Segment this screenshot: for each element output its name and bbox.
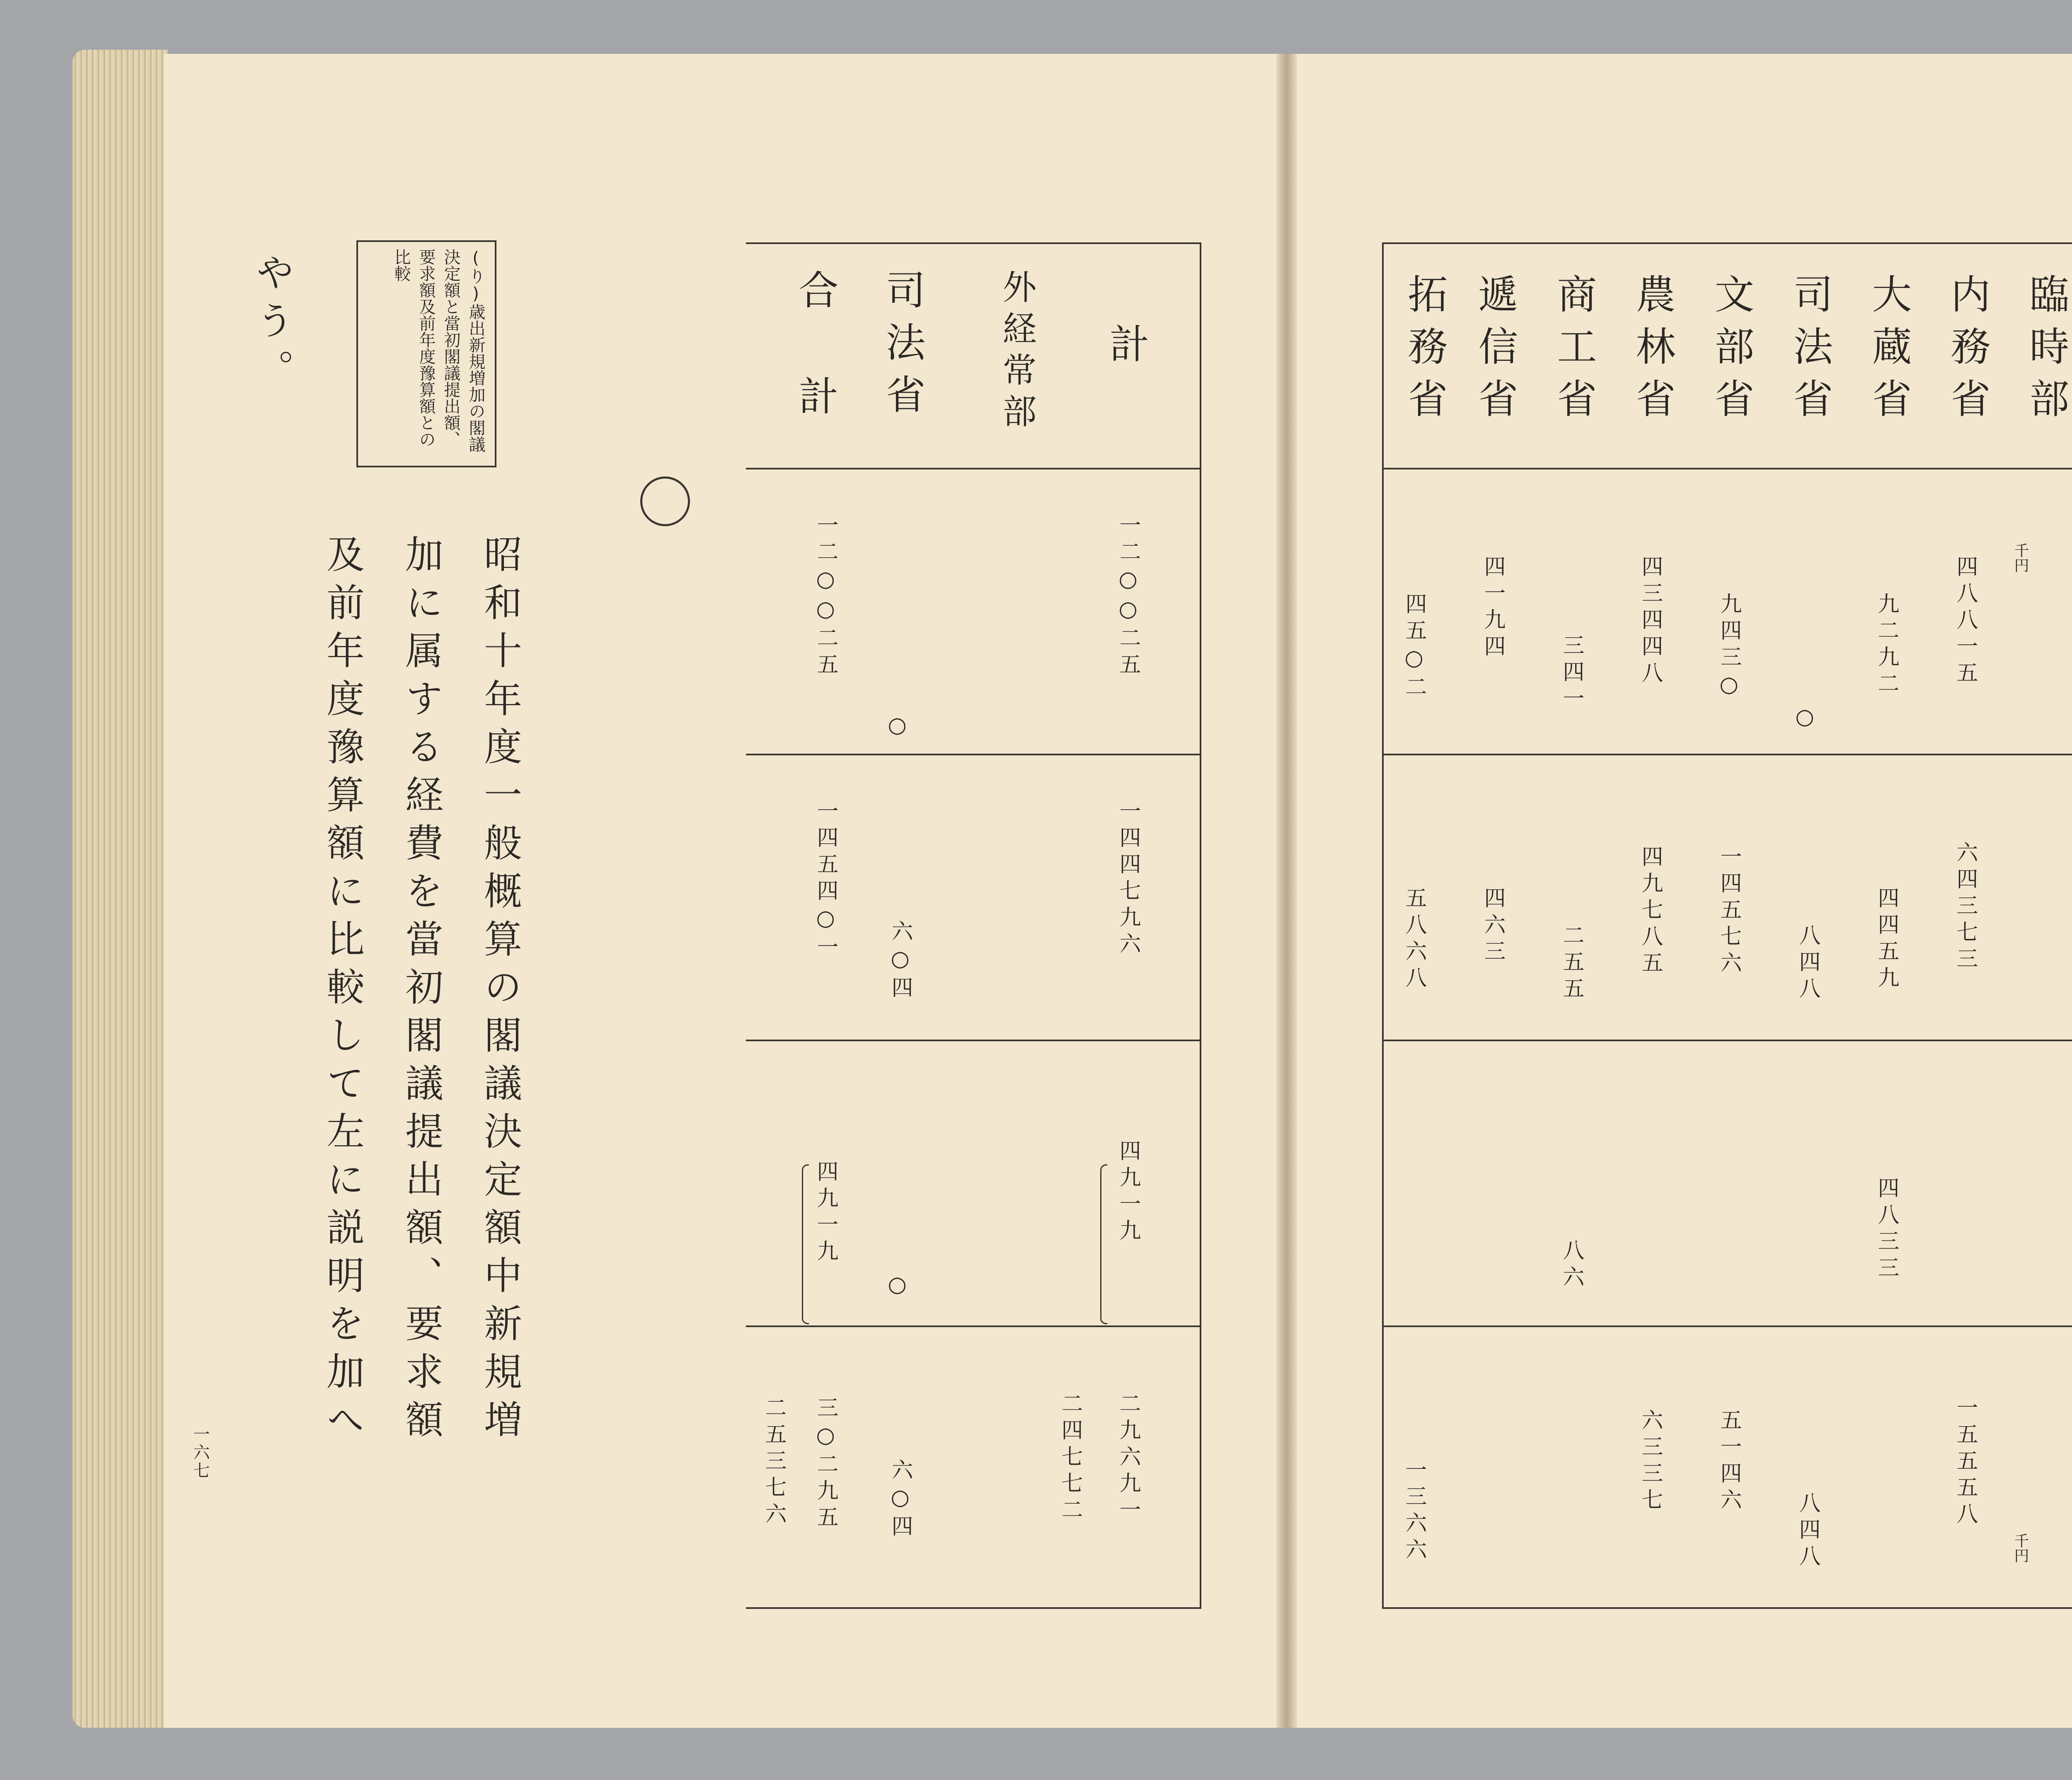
value-justice-ord-v4: 六○四: [888, 1458, 913, 1541]
row-label-special: 臨時部: [2023, 273, 2070, 430]
value-agriculture-v2: 四九七八五: [1638, 845, 1663, 978]
unit-label-v4: 千円: [2012, 1533, 2029, 1563]
left-row-divider-2: [746, 1040, 1200, 1041]
body-text-line-2: 加に属する経費を當初閣議提出額、要求額: [399, 534, 443, 1448]
header-divider: [1384, 468, 2072, 469]
page-number-left: 一六七: [191, 1425, 210, 1480]
value-agriculture-v1: 四三四四八: [1638, 555, 1663, 688]
body-text-line-3: 及前年度豫算額に比較して左に説明を加へ: [320, 534, 365, 1448]
value-subtotal-v2: 一四四七九六: [1116, 800, 1140, 959]
value-colonial-v2: 五八六八: [1402, 887, 1426, 993]
value-justice-v1: ○: [1792, 704, 1817, 734]
row-divider-1: [1384, 754, 2072, 755]
value-total-v3: 四九一九: [813, 1160, 838, 1266]
show-through-left: [601, 373, 666, 443]
value-commerce-v2: 二五五: [1559, 924, 1584, 1004]
value-justice-v4: 八四八: [1795, 1492, 1820, 1571]
row-label-colonial: 拓務省: [1402, 273, 1448, 430]
section-note-box: [356, 240, 496, 467]
value-agriculture-v4: 六三三七: [1638, 1409, 1663, 1515]
value-education-v2: 一四五七六: [1716, 845, 1741, 978]
circle-marker: [640, 476, 690, 526]
row-label-grand-total: 合計: [792, 269, 839, 481]
value-colonial-v1: 四五○二: [1402, 593, 1426, 702]
body-text-line-1: 昭和十年度一般概算の閣議決定額中新規増: [478, 534, 522, 1448]
book-gutter: [1276, 54, 1297, 1728]
row-label-agriculture: 農林省: [1629, 273, 1676, 430]
bracket-total-v3: [802, 1164, 809, 1324]
value-justice-v2: 八四八: [1795, 924, 1820, 1004]
left-page-edges: [73, 50, 168, 1728]
body-text-trailing: やう。: [250, 253, 294, 397]
value-communications-v1: 四一九四: [1480, 555, 1505, 661]
value-subtotal-v4: 二九六九一: [1116, 1392, 1140, 1525]
value-education-v4: 五一四六: [1716, 1409, 1741, 1515]
value-finance-v2: 四四五九: [1874, 887, 1899, 993]
value-communications-v2: 四六三: [1480, 887, 1505, 966]
value-home-v1: 四八八一五: [1953, 555, 1978, 688]
row-label-justice-ordinary: 司法省: [879, 269, 926, 426]
value-home-v2: 六四三七三: [1953, 841, 1978, 974]
value-total-v2: 一四五四○一: [813, 800, 838, 962]
left-row-divider-3: [746, 1325, 1200, 1327]
value-total-v4: 三○二九五: [813, 1396, 838, 1532]
section-note-text: (り)歳出新規増加の閣議決定額と當初閣議提出額、要求額及前年度豫算額との比較: [392, 249, 485, 452]
value-colonial-v4: 一三六六: [1402, 1458, 1426, 1565]
row-label-outside-ordinary: 外経常部: [997, 269, 1036, 435]
unit-label-v1: 千円: [2012, 543, 2029, 573]
value-home-v4: 一五五五八: [1953, 1396, 1978, 1529]
row-label-education: 文部省: [1708, 273, 1755, 430]
value-finance-v1: 九二九二: [1874, 593, 1899, 699]
value-subtotal-v3: 四九一九: [1116, 1139, 1140, 1246]
value-subtotal-v1: 一二○○二五: [1116, 514, 1140, 680]
row-label-finance: 大蔵省: [1866, 273, 1912, 430]
value-total-v1: 一二○○二五: [813, 514, 838, 680]
value-total-v4-final: 二五三七六: [761, 1396, 786, 1529]
left-row-divider-1: [746, 754, 1200, 755]
value-finance-v3: 四八三三: [1874, 1177, 1899, 1283]
row-divider-2: [1384, 1040, 2072, 1041]
value-justice-ord-v1: ○: [885, 713, 910, 742]
row-label-subtotal: 計: [1103, 323, 1150, 375]
value-commerce-v1: 三四一: [1559, 634, 1584, 713]
value-justice-ord-v3: ○: [885, 1272, 910, 1302]
value-justice-ord-v2: 六○四: [888, 920, 913, 1003]
row-label-communications: 遞信省: [1472, 273, 1518, 430]
value-commerce-v3: 八六: [1559, 1239, 1584, 1292]
row-label-home-ministry: 内務省: [1944, 273, 1991, 430]
value-subtotal-v4-sub: 二四七七二: [1058, 1392, 1082, 1525]
bracket-subtotal-v3: [1100, 1164, 1107, 1324]
row-label-commerce: 商工省: [1551, 273, 1597, 430]
value-education-v1: 九四三○: [1716, 593, 1741, 702]
row-label-justice: 司法省: [1787, 273, 1833, 430]
row-divider-3: [1384, 1325, 2072, 1327]
